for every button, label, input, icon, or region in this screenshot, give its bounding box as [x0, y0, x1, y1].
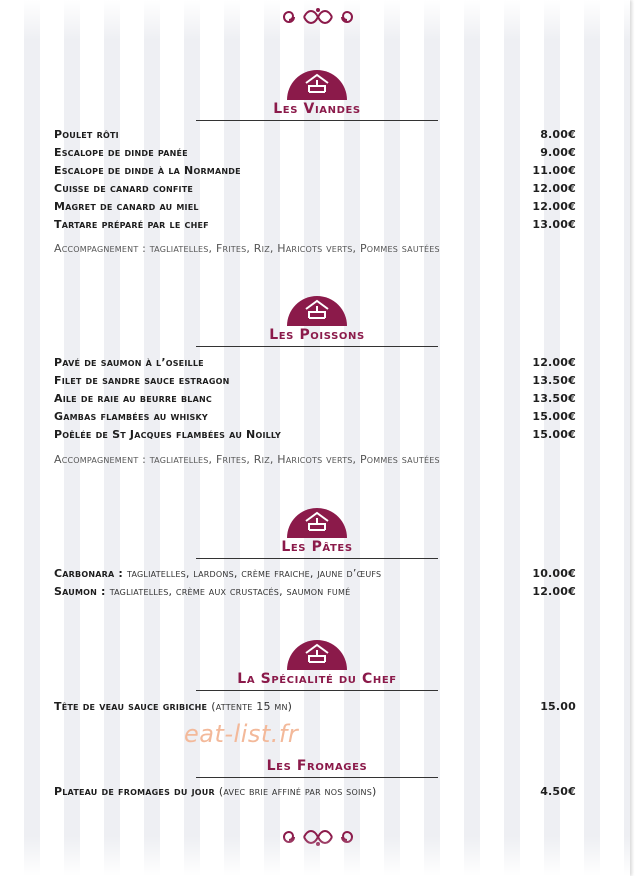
menu-item: Magret de canard au miel 12.00€ [54, 200, 576, 213]
section-title: Les Fromages [266, 758, 368, 774]
ornament-top-icon [282, 6, 354, 28]
divider [196, 777, 438, 778]
divider [196, 120, 438, 121]
menu-item: Gambas flambées au whisky 15.00€ [54, 410, 576, 423]
menu-item: Tête de veau sauce gribiche (attente 15 mn) 15.00 [54, 700, 576, 713]
cloche-icon [287, 640, 347, 670]
cloche-icon [287, 508, 347, 538]
cloche-icon [287, 70, 347, 100]
divider [196, 558, 438, 559]
menu-item: Escalope de dinde à la Normande 11.00€ [54, 164, 576, 177]
menu-item: Poulet rôti 8.00€ [54, 128, 576, 141]
section-title: Les Pâtes [281, 539, 353, 555]
section-title: La Spécialité du Chef [237, 671, 397, 687]
divider [196, 346, 438, 347]
menu-item: Tartare préparé par le chef 13.00€ [54, 218, 576, 231]
ornament-bottom-icon [282, 826, 354, 848]
menu-item: Cuisse de canard confite 12.00€ [54, 182, 576, 195]
accompaniment-note: Accompagnement : tagliatelles, Frites, Riz, Haricots verts, Pommes sautées [54, 453, 440, 466]
section-title: Les Poissons [269, 327, 365, 343]
accompaniment-note: Accompagnement : tagliatelles, Frites, Riz, Haricots verts, Pommes sautées [54, 242, 440, 255]
menu-item: Pavé de saumon à l’oseille 12.00€ [54, 356, 576, 369]
menu-item: Saumon : tagliatelles, crème aux crustacés, saumon fumé 12.00€ [54, 585, 576, 598]
section-title: Les Viandes [273, 101, 361, 117]
menu-item: Filet de sandre sauce estragon 13.50€ [54, 374, 576, 387]
menu-item: Plateau de fromages du jour (avec brie affiné par nos soins) 4.50€ [54, 785, 576, 798]
cloche-icon [287, 296, 347, 326]
menu-item: Poêlée de St Jacques flambées au Noilly 15.00€ [54, 428, 576, 441]
menu-item: Escalope de dinde panée 9.00€ [54, 146, 576, 159]
menu-item: Carbonara : tagliatelles, lardons, crème fraiche, jaune d’œufs 10.00€ [54, 567, 576, 580]
watermark-text: eat-list.fr [184, 720, 299, 748]
menu-item: Aile de raie au beurre blanc 13.50€ [54, 392, 576, 405]
divider [196, 690, 438, 691]
